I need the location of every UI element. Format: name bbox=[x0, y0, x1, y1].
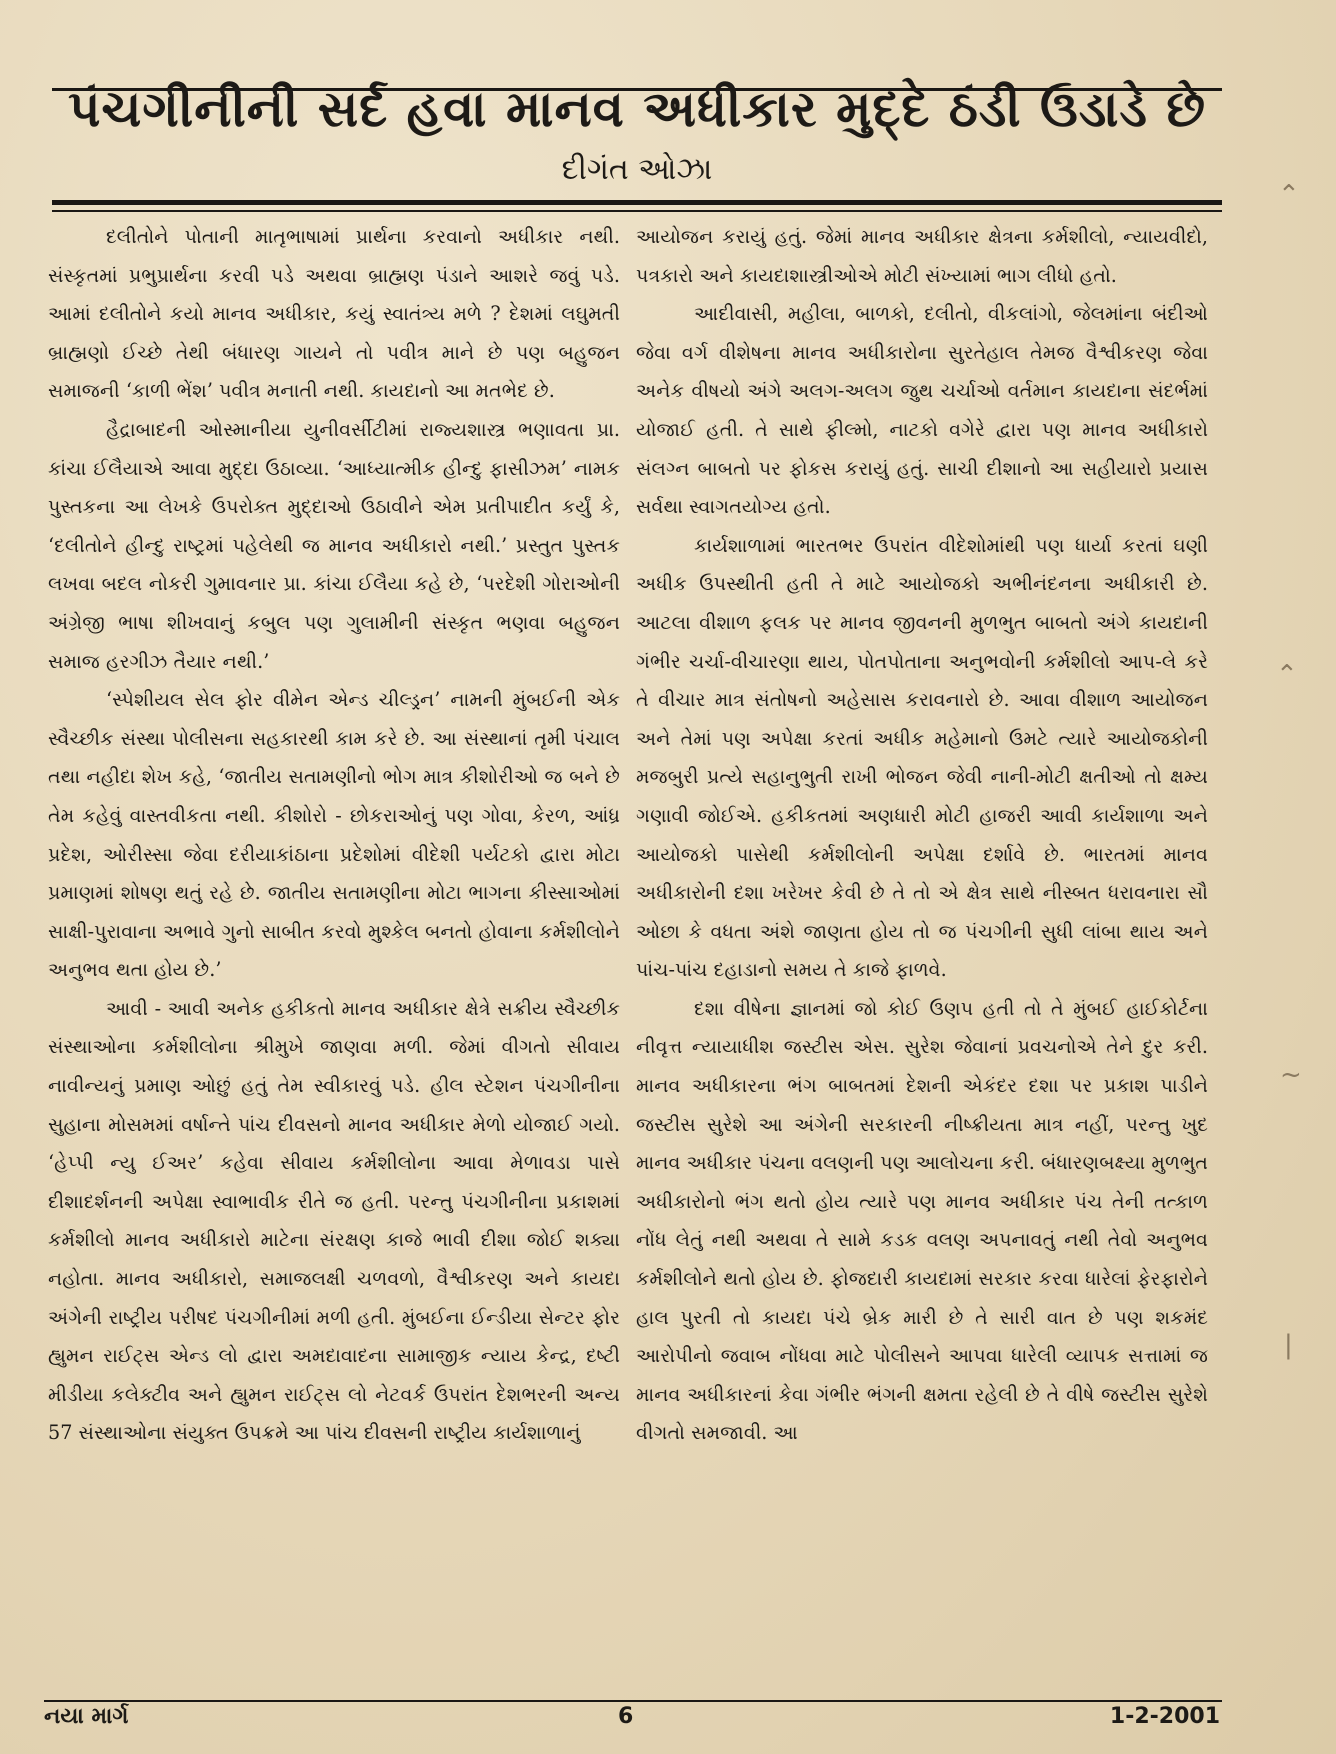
margin-mark: ~ bbox=[1280, 1060, 1302, 1090]
paragraph: આવી - આવી અનેક હકીકતો માનવ અધીકાર ક્ષેત્રે સક્રીય સ્વૈચ્છીક સંસ્થાઓના કર્મશીલોના શ્રીમુખે જાણવા મળી. જેમાં વીગતો સીવાય નાવીન્યનું પ્રમાણ ઓછું હતું તેમ સ્વીકારવું પડે. હીલ સ્ટેશન પંચગીનીના સુહાના મોસમમાં વર્ષાન્તે પાંચ દીવસનો માનવ અધીકાર મેળો યોજાઈ ગયો. ‘હેપ્પી ન્યુ ઈઅર’ કહેવા સીવાય કર્મશીલોના આવા મેળાવડા પાસે દીશાદર્શનની અપેક્ષા સ્વાભાવીક રીતે જ હતી. પરન્તુ પંચગીનીના પ્રકાશમાં કર્મશીલો માનવ અધીકારો માટેના સંરક્ષણ કાજે ભાવી દીશા જોઈ શક્યા નહોતા. માનવ અધીકારો, સમાજલક્ષી ચળવળો, વૈશ્વીકરણ અને કાયદા અંગેની રાષ્ટ્રીય પરીષદ પંચગીનીમાં મળી હતી. મુંબઈના ઈન્ડીયા સેન્ટર ફોર હ્યુમન રાઈટ્સ એન્ડ લો દ્વારા અમદાવાદના સામાજીક ન્યાય કેન્દ્ર, દષ્ટી મીડીયા કલેક્ટીવ અને હ્યુમન રાઈટ્સ લો નેટવર્ક ઉપરાંત દેશભરની અન્ય 57 સંસ્થાઓના સંયુક્ત ઉપક્રમે આ પાંચ દીવસની રાષ્ટ્રીય કાર્યશાળાનું bbox=[48, 996, 620, 1445]
article-column-left bbox=[48, 218, 620, 1453]
paragraph: દલીતોને પોતાની માતૃભાષામાં પ્રાર્થના કરવાનો અધીકાર નથી. સંસ્કૃતમાં પ્રભુપ્રાર્થના કરવી પડે અથવા બ્રાહ્મણ પંડાને આશરે જવું પડે. આમાં દલીતોને કયો માનવ અધીકાર, કયું સ્વાતંત્ર્ય મળે ? દેશમાં લઘુમતી બ્રાહ્મણો ઈચ્છે તેથી બંધારણ ગાયને તો પવીત્ર માને છે પણ બહુજન સમાજની ‘કાળી ભેંશ’ પવીત્ર મનાતી નથી. કાયદાનો આ મતભેદ છે. bbox=[48, 225, 620, 403]
footer-rule bbox=[44, 1700, 1222, 1702]
margin-mark: | bbox=[1284, 1330, 1293, 1360]
header-divider-thin bbox=[52, 210, 1222, 212]
page-number: 6 bbox=[618, 1704, 634, 1729]
paragraph: કાર્યશાળામાં ભારતભર ઉપરાંત વીદેશોમાંથી પણ ધાર્યા કરતાં ઘણી અધીક ઉપસ્થીતી હતી તે માટે આયોજકો અભીનંદનના અધીકારી છે. આટલા વીશાળ ફલક પર માનવ જીવનની મુળભુત બાબતો અંગે કાયદાની ગંભીર ચર્ચા-વીચારણા થાય, પોતપોતાના અનુભવોની કર્મશીલો આપ-લે કરે તે વીચાર માત્ર સંતોષનો અહેસાસ કરાવનારો છે. આવા વીશાળ આયોજન અને તેમાં પણ અપેક્ષા કરતાં અધીક મહેમાનો ઉમટે ત્યારે આયોજકોની મજબુરી પ્રત્યે સહાનુભુતી રાખી ભોજન જેવી નાની-મોટી ક્ષતીઓ તો ક્ષમ્ય ગણાવી જોઈએ. હકીકતમાં અણધારી મોટી હાજરી આવી કાર્યશાળા અને આયોજકો પાસેથી કર્મશીલોની અપેક્ષા દર્શાવે છે. ભારતમાં માનવ અધીકારોની દશા ખરેખર કેવી છે તે તો એ ક્ષેત્ર સાથે નીસ્બત ધરાવનારા સૌ ઓછા કે વધતા અંશે જાણતા હોય તો જ પંચગીની સુધી લાંબા થાય અને પાંચ-પાંચ દહાડાનો સમય તે કાજે ફાળવે. bbox=[636, 533, 1208, 982]
margin-mark: ⌃ bbox=[1278, 180, 1300, 210]
paragraph: દશા વીષેના જ્ઞાનમાં જો કોઈ ઉણપ હતી તો તે મુંબઈ હાઈકોર્ટના નીવૃત્ત ન્યાયાધીશ જસ્ટીસ એસ. સુરેશ જેવાનાં પ્રવચનોએ તેને દુર કરી. માનવ અધીકારના ભંગ બાબતમાં દેશની એકંદર દશા પર પ્રકાશ પાડીને જસ્ટીસ સુરેશે આ અંગેની સરકારની નીષ્ક્રીયતા માત્ર નહીં, પરન્તુ ખુદ માનવ અધીકાર પંચના વલણની પણ આલોચના કરી. બંધારણબક્ષ્યા મુળભુત અધીકારોનો ભંગ થતો હોય ત્યારે પણ માનવ અધીકાર પંચ તેની તત્કાળ નોંધ લેતું નથી અથવા તે સામે કડક વલણ અપનાવતું નથી તેવો અનુભવ કર્મશીલોને થતો હોય છે. ફોજદારી કાયદામાં સરકાર કરવા ધારેલાં ફેરફારોને હાલ પુરતી તો કાયદા પંચે બ્રેક મારી છે તે સારી વાત છે પણ શકમંદ આરોપીનો જવાબ નોંધવા માટે પોલીસને આપવા ધારેલી વ્યાપક સત્તામાં જ માનવ અધીકારનાં કેવા ગંભીર ભંગની ક્ષમતા રહેલી છે તે વીષે જસ્ટીસ સુરેશે વીગતો સમજાવી. આ bbox=[636, 996, 1208, 1445]
paragraph: આદીવાસી, મહીલા, બાળકો, દલીતો, વીકલાંગો, જેલમાંના બંદીઓ જેવા વર્ગ વીશેષના માનવ અધીકારોના સુરતેહાલ તેમજ વૈશ્વીકરણ જેવા અનેક વીષયો અંગે અલગ-અલગ જુથ ચર્ચાઓ વર્તમાન કાયદાના સંદર્ભમાં યોજાઈ હતી. તે સાથે ફીલ્મો, નાટકો વગેરે દ્વારા પણ માનવ અધીકારો સંલગ્ન બાબતો પર ફોકસ કરાયું હતું. સાચી દીશાનો આ સહીયારો પ્રયાસ સર્વથા સ્વાગતયોગ્ય હતો. bbox=[636, 302, 1208, 519]
publication-name: નયા માર્ગ bbox=[44, 1704, 129, 1729]
paragraph: હૈદ્રાબાદની ઓસ્માનીયા યુનીવર્સીટીમાં રાજ્યશાસ્ત્ર ભણાવતા પ્રા. કાંચા ઈલૈયાએ આવા મુદ્દા ઉઠાવ્યા. ‘આધ્યાત્મીક હીન્દુ ફાસીઝમ’ નામક પુસ્તકના આ લેખકે ઉપરોક્ત મુદ્દાઓ ઉઠાવીને એમ પ્રતીપાદીત કર્યું કે, ‘દલીતોને હીન્દુ રાષ્ટ્રમાં પહેલેથી જ માનવ અધીકારો નથી.’ પ્રસ્તુત પુસ્તક લખવા બદલ નોકરી ગુમાવનાર પ્રા. કાંચા ઈલૈયા કહે છે, ‘પરદેશી ગોરાઓની અંગ્રેજી ભાષા શીખવાનું કબુલ પણ ગુલામીની સંસ્કૃત ભણવા બહુજન સમાજ હરગીઝ તૈયાર નથી.’ bbox=[48, 417, 620, 673]
article-column-right bbox=[636, 218, 1208, 1453]
margin-mark: ⌃ bbox=[1276, 660, 1298, 690]
headline: પંચગીનીની સર્દ હવા માનવ અધીકાર મુદ્દે ઠંડી ઉડાડે છે bbox=[67, 80, 1207, 138]
author-byline: દીગંત ઓઝા bbox=[561, 152, 713, 187]
issue-date: 1-2-2001 bbox=[1109, 1704, 1220, 1729]
paragraph-continuation: આયોજન કરાયું હતું. જેમાં માનવ અધીકાર ક્ષેત્રના કર્મશીલો, ન્યાયવીદો, પત્રકારો અને કાયદાશાસ્ત્રીઓએ મોટી સંખ્યામાં ભાગ લીધો હતો. bbox=[636, 225, 1208, 287]
paragraph: ‘સ્પેશીયલ સેલ ફોર વીમેન એન્ડ ચીલ્ડ્રન’ નામની મુંબઈની એક સ્વૈચ્છીક સંસ્થા પોલીસના સહકારથી કામ કરે છે. આ સંસ્થાનાં તૃમી પંચાલ તથા નહીદા શેખ કહે, ‘જાતીય સતામણીનો ભોગ માત્ર કીશોરીઓ જ બને છે તેમ કહેવું વાસ્તવીકતા નથી. કીશોરો - છોકરાઓનું પણ ગોવા, કેરળ, આંધ્ર પ્રદેશ, ઓરીસ્સા જેવા દરીયાકાંઠાના પ્રદેશોમાં વીદેશી પર્યટકો દ્વારા મોટા પ્રમાણમાં શોષણ થતું રહે છે. જાતીય સતામણીના મોટા ભાગના કીસ્સાઓમાં સાક્ષી-પુરાવાના અભાવે ગુનો સાબીત કરવો મુશ્કેલ બનતો હોવાના કર્મશીલોને અનુભવ થતા હોય છે.’ bbox=[48, 688, 620, 982]
header-divider bbox=[52, 200, 1222, 205]
